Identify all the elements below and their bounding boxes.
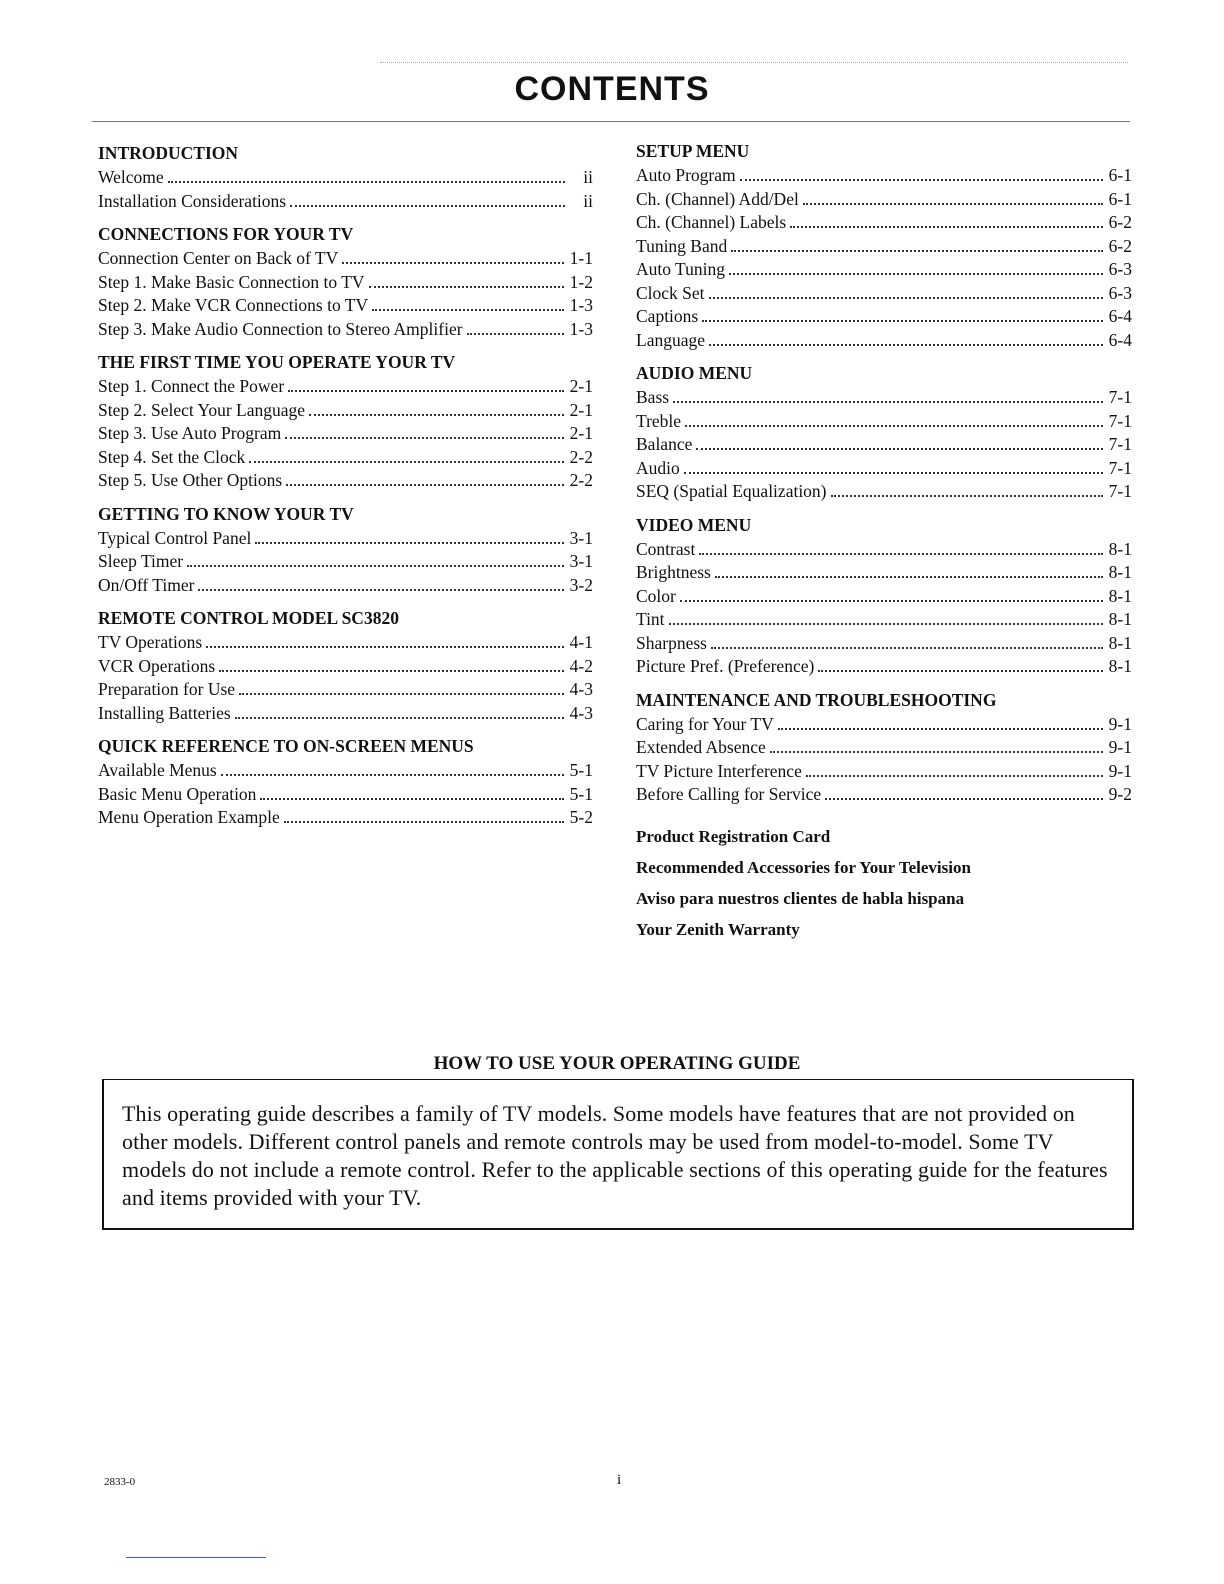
toc-leader-dots xyxy=(187,564,564,567)
toc-leader-dots xyxy=(198,588,563,591)
toc-entry-page: 8-1 xyxy=(1108,585,1132,606)
toc-entry-page: 7-1 xyxy=(1108,481,1132,501)
toc-entry-label: Language xyxy=(636,329,705,350)
toc-entry-page: 2-2 xyxy=(569,446,593,467)
toc-entry-page: 1-3 xyxy=(569,318,593,339)
page-title: CONTENTS xyxy=(514,70,710,108)
toc-entry-page: 2-1 xyxy=(569,376,593,396)
toc-entry[interactable] xyxy=(636,608,1132,632)
toc-entry-label: Step 3. Use Auto Program xyxy=(98,423,282,443)
toc-entry[interactable] xyxy=(636,585,1132,609)
toc-leader-dots xyxy=(372,308,564,311)
toc-leader-dots xyxy=(680,599,1103,602)
toc-entry-page: 6-4 xyxy=(1108,329,1132,350)
toc-leader-dots xyxy=(729,272,1103,275)
toc-entry-label: TV Picture Interference xyxy=(636,760,802,781)
toc-leader-dots xyxy=(206,645,564,648)
toc-leader-dots xyxy=(219,669,564,672)
toc-entry-label: Step 1. Make Basic Connection to TV xyxy=(98,271,365,292)
toc-entry[interactable] xyxy=(98,271,593,295)
toc-entry-label: Step 2. Make VCR Connections to TV xyxy=(98,295,369,315)
toc-entry[interactable] xyxy=(98,446,593,470)
toc-entry[interactable] xyxy=(98,655,593,679)
toc-entry-label: Treble xyxy=(636,410,682,431)
toc-entry-page: 8-1 xyxy=(1108,562,1132,582)
toc-entry[interactable] xyxy=(636,561,1132,585)
guide-text: This operating guide describes a family of TV models. Some models have features that are not provided on other models. Different control panels and remote controls may be used from model-to-model. Some TV models do not include a remote control. Refer to the applicable sections of this operating guide for the features and items provided with your TV. xyxy=(122,1101,1108,1210)
toc-leader-dots xyxy=(702,319,1102,322)
extra-item: Recommended Accessories for Your Television xyxy=(636,857,971,877)
toc-entry[interactable] xyxy=(98,678,593,702)
toc-left-column xyxy=(98,140,593,830)
toc-entry[interactable] xyxy=(636,457,1132,481)
toc-entry[interactable] xyxy=(636,258,1132,282)
toc-entry-page: 3-1 xyxy=(569,551,593,571)
toc-entry-label: Extended Absence xyxy=(636,737,766,757)
section-title: SETUP MENU xyxy=(636,141,750,161)
toc-leader-dots xyxy=(806,774,1103,777)
toc-entry-label: Clock Set xyxy=(636,282,705,303)
toc-leader-dots xyxy=(831,494,1103,497)
toc-entry[interactable] xyxy=(98,294,593,318)
toc-entry[interactable] xyxy=(636,235,1132,259)
toc-entry[interactable] xyxy=(98,318,593,342)
toc-entry[interactable] xyxy=(636,480,1132,504)
toc-entry-label: VCR Operations xyxy=(98,655,216,676)
toc-entry-page: 6-2 xyxy=(1108,212,1132,232)
toc-leader-dots xyxy=(168,180,565,183)
toc-leader-dots xyxy=(715,575,1103,578)
toc-entry-label: Step 4. Set the Clock xyxy=(98,446,246,467)
toc-entry-label: Step 3. Make Audio Connection to Stereo Amplifier xyxy=(98,318,463,339)
toc-entry-label: Sleep Timer xyxy=(98,551,184,571)
toc-leader-dots xyxy=(825,797,1103,800)
toc-entry-label: Step 2. Select Your Language xyxy=(98,399,306,420)
toc-entry-page: 8-1 xyxy=(1108,538,1132,559)
toc-leader-dots xyxy=(669,622,1103,625)
extra-item: Product Registration Card xyxy=(636,826,831,846)
toc-leader-dots xyxy=(711,646,1103,649)
toc-entry-label: Connection Center on Back of TV xyxy=(98,248,339,268)
footer-page-number: i xyxy=(617,1472,622,1488)
toc-entry-label: Step 1. Connect the Power xyxy=(98,376,285,396)
toc-leader-dots xyxy=(673,400,1103,403)
toc-entry-page: 6-3 xyxy=(1108,282,1132,303)
toc-entry-label: Tint xyxy=(636,609,665,629)
toc-entry[interactable] xyxy=(636,736,1132,760)
section-title: GETTING TO KNOW YOUR TV xyxy=(98,503,354,524)
toc-entry-label: Preparation for Use xyxy=(98,679,236,699)
toc-entry-label: Step 5. Use Other Options xyxy=(98,470,283,490)
top-dotted-line xyxy=(380,62,1128,63)
toc-entry[interactable] xyxy=(98,399,593,423)
toc-entry-page: 4-1 xyxy=(569,632,593,652)
toc-entry-page: 8-1 xyxy=(1108,632,1132,653)
toc-entry[interactable] xyxy=(636,783,1132,807)
toc-entry-label: Balance xyxy=(636,434,693,454)
toc-entry[interactable] xyxy=(636,282,1132,306)
guide-title: HOW TO USE YOUR OPERATING GUIDE xyxy=(433,1053,801,1074)
toc-leader-dots xyxy=(260,797,563,800)
toc-entry-label: Bass xyxy=(636,387,670,407)
toc-entry-page: 2-1 xyxy=(569,423,593,443)
toc-entry[interactable] xyxy=(98,806,593,830)
toc-entry-page: 2-1 xyxy=(569,399,593,420)
toc-leader-dots xyxy=(790,225,1103,228)
toc-entry[interactable] xyxy=(636,211,1132,235)
toc-entry[interactable] xyxy=(636,538,1132,562)
extra-item: Aviso para nuestros clientes de habla hispana xyxy=(636,888,965,908)
toc-entry-label: Picture Pref. (Preference) xyxy=(636,656,815,676)
toc-entry[interactable] xyxy=(98,527,593,551)
toc-leader-dots xyxy=(249,460,563,463)
toc-entry-page: 8-1 xyxy=(1108,656,1132,676)
toc-entry-label: Available Menus xyxy=(98,760,217,780)
toc-leader-dots xyxy=(803,202,1103,205)
toc-entry[interactable] xyxy=(636,655,1132,679)
toc-leader-dots xyxy=(778,727,1103,730)
section-title: REMOTE CONTROL MODEL SC3820 xyxy=(98,608,399,628)
extra-item: Your Zenith Warranty xyxy=(636,919,800,939)
section-title: INTRODUCTION xyxy=(98,143,239,163)
toc-entry-label: Audio xyxy=(636,457,680,478)
toc-right-column xyxy=(636,138,1132,945)
toc-entry-label: Typical Control Panel xyxy=(98,527,252,548)
toc-leader-dots xyxy=(235,716,564,719)
footer-code: 2833-0 xyxy=(104,1476,136,1488)
toc-entry-page: ii xyxy=(583,190,593,211)
toc-entry-label: Contrast xyxy=(636,538,696,559)
toc-entry-page: 6-1 xyxy=(1108,165,1132,185)
toc-entry-page: 9-1 xyxy=(1108,760,1132,781)
section-title: QUICK REFERENCE TO ON-SCREEN MENUS xyxy=(98,736,474,756)
toc-entry-label: Installing Batteries xyxy=(98,702,231,723)
toc-entry-page: 6-4 xyxy=(1108,306,1132,326)
toc-leader-dots xyxy=(309,413,564,416)
toc-entry-label: Tuning Band xyxy=(636,235,728,256)
toc-entry-page: 4-3 xyxy=(569,702,593,723)
toc-entry[interactable] xyxy=(98,469,593,493)
toc-entry[interactable] xyxy=(636,386,1132,410)
toc-leader-dots xyxy=(709,296,1103,299)
toc-entry[interactable] xyxy=(636,164,1132,188)
toc-entry-page: 7-1 xyxy=(1108,434,1132,454)
toc-leader-dots xyxy=(239,692,564,695)
toc-entry[interactable] xyxy=(636,433,1132,457)
toc-entry[interactable] xyxy=(98,247,593,271)
toc-entry[interactable] xyxy=(636,632,1132,656)
toc-entry-label: Before Calling for Service xyxy=(636,784,822,804)
toc-entry-page: 7-1 xyxy=(1108,457,1132,478)
toc-leader-dots xyxy=(290,204,565,207)
toc-entry-page: 4-2 xyxy=(569,655,593,676)
toc-entry[interactable] xyxy=(636,410,1132,434)
toc-entry[interactable] xyxy=(636,329,1132,353)
toc-entry-label: Basic Menu Operation xyxy=(98,783,257,804)
toc-entry-page: 6-2 xyxy=(1108,235,1132,256)
toc-entry-page: 7-1 xyxy=(1108,387,1132,407)
toc-leader-dots xyxy=(709,343,1103,346)
extras-list xyxy=(636,821,1132,945)
toc-entry[interactable] xyxy=(636,713,1132,737)
toc-entry-page: 6-1 xyxy=(1108,188,1132,209)
toc-entry-page: 9-2 xyxy=(1108,784,1132,804)
toc-leader-dots xyxy=(699,552,1102,555)
toc-entry-label: Sharpness xyxy=(636,632,707,653)
toc-leader-dots xyxy=(284,820,564,823)
toc-entry-label: On/Off Timer xyxy=(98,574,195,595)
toc-entry[interactable] xyxy=(98,190,593,214)
toc-leader-dots xyxy=(684,471,1103,474)
toc-leader-dots xyxy=(285,436,563,439)
section-title: VIDEO MENU xyxy=(636,514,752,535)
section-title: MAINTENANCE AND TROUBLESHOOTING xyxy=(636,689,997,710)
section-title: CONNECTIONS FOR YOUR TV xyxy=(98,224,354,244)
toc-entry-page: 1-1 xyxy=(569,248,593,268)
toc-leader-dots xyxy=(818,669,1102,672)
toc-entry[interactable] xyxy=(98,759,593,783)
toc-entry-label: Caring for Your TV xyxy=(636,713,774,734)
toc-entry-label: Brightness xyxy=(636,562,711,582)
guide-box xyxy=(102,1079,1134,1230)
section-title: THE FIRST TIME YOU OPERATE YOUR TV xyxy=(98,352,456,372)
toc-entry-page: 1-2 xyxy=(569,271,593,292)
toc-entry[interactable] xyxy=(98,783,593,807)
toc-entry-label: Welcome xyxy=(98,167,164,187)
toc-leader-dots xyxy=(288,389,564,392)
toc-entry[interactable] xyxy=(98,550,593,574)
toc-leader-dots xyxy=(467,332,564,335)
toc-leader-dots xyxy=(255,541,563,544)
toc-entry[interactable] xyxy=(98,422,593,446)
toc-leader-dots xyxy=(770,750,1103,753)
toc-leader-dots xyxy=(221,773,564,776)
toc-entry-label: TV Operations xyxy=(98,632,203,652)
toc-entry-label: Ch. (Channel) Labels xyxy=(636,212,787,232)
toc-entry-label: Auto Program xyxy=(636,165,736,185)
section-title: AUDIO MENU xyxy=(636,363,753,383)
toc-entry-page: 6-3 xyxy=(1108,259,1132,279)
toc-entry-page: 9-1 xyxy=(1108,713,1132,734)
toc-right-sections xyxy=(636,138,1132,807)
toc-entry-page: 7-1 xyxy=(1108,410,1132,431)
footer-link-line xyxy=(126,1557,266,1558)
toc-entry-page: 3-1 xyxy=(569,527,593,548)
toc-leader-dots xyxy=(696,447,1102,450)
toc-entry-page: 2-2 xyxy=(569,470,593,490)
toc-entry-page: 5-2 xyxy=(569,807,593,827)
toc-entry-label: Installation Considerations xyxy=(98,190,287,211)
toc-entry[interactable] xyxy=(98,631,593,655)
toc-entry-label: Ch. (Channel) Add/Del xyxy=(636,188,799,209)
toc-entry-page: 8-1 xyxy=(1108,609,1132,629)
toc-leader-dots xyxy=(731,249,1102,252)
toc-entry[interactable] xyxy=(636,188,1132,212)
toc-leader-dots xyxy=(685,424,1103,427)
title-rule xyxy=(92,121,1130,122)
toc-entry-label: Auto Tuning xyxy=(636,259,725,279)
toc-entry[interactable] xyxy=(98,574,593,598)
toc-entry-page: 9-1 xyxy=(1108,737,1132,757)
toc-entry-page: 3-2 xyxy=(569,574,593,595)
toc-leader-dots xyxy=(369,285,564,288)
toc-entry[interactable] xyxy=(98,702,593,726)
toc-entry[interactable] xyxy=(98,166,593,190)
toc-entry-page: 5-1 xyxy=(569,760,593,780)
toc-entry[interactable] xyxy=(636,760,1132,784)
toc-entry-page: 5-1 xyxy=(569,783,593,804)
toc-entry-label: SEQ (Spatial Equalization) xyxy=(636,481,827,501)
toc-entry[interactable] xyxy=(636,305,1132,329)
toc-entry-page: 1-3 xyxy=(569,295,593,315)
toc-leader-dots xyxy=(740,178,1103,181)
toc-entry-label: Captions xyxy=(636,306,699,326)
toc-leader-dots xyxy=(286,483,563,486)
toc-leader-dots xyxy=(342,261,563,264)
toc-entry-label: Color xyxy=(636,585,676,606)
toc-entry[interactable] xyxy=(98,375,593,399)
toc-entry-page: 4-3 xyxy=(569,679,593,699)
toc-entry-page: ii xyxy=(583,167,593,187)
toc-entry-label: Menu Operation Example xyxy=(98,807,280,827)
